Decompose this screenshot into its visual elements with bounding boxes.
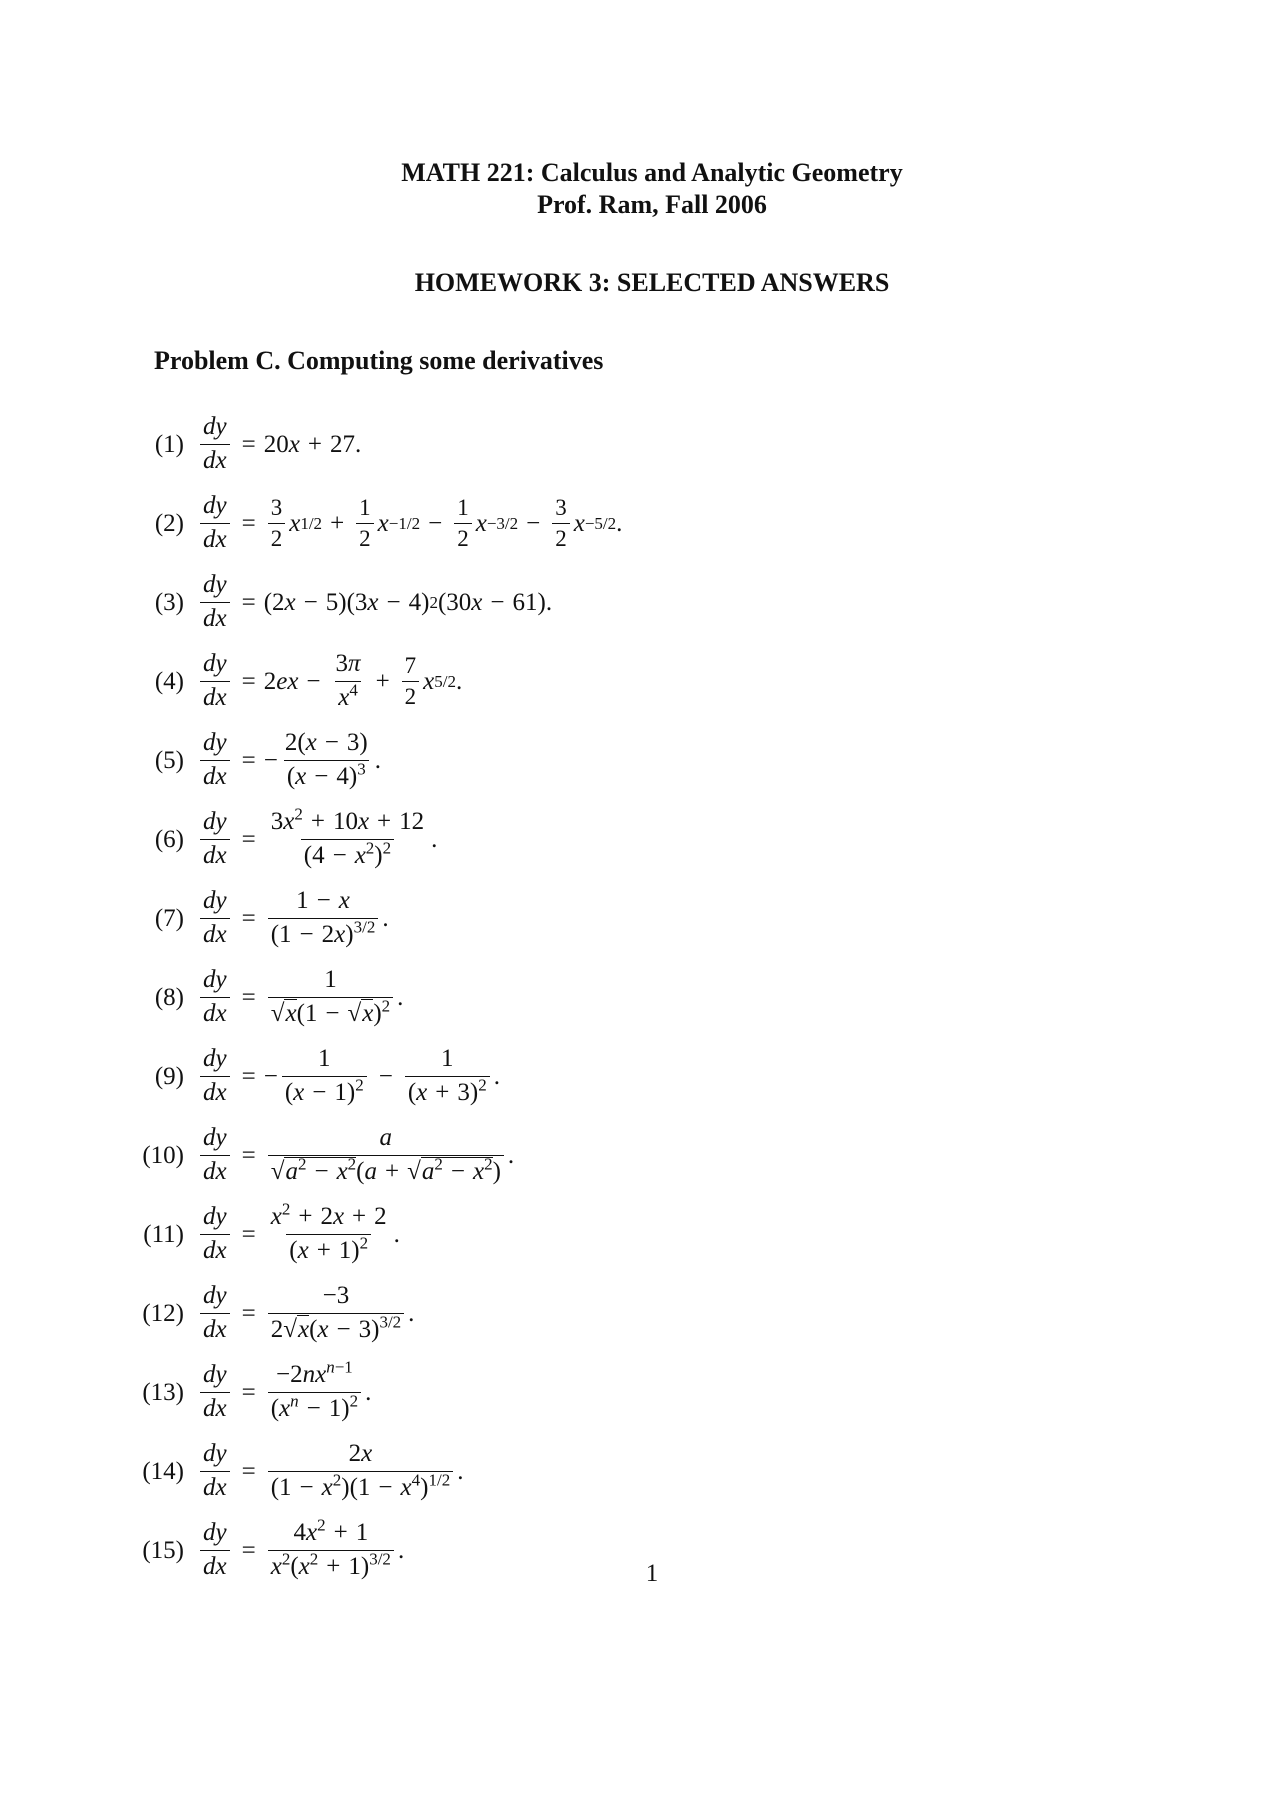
- answer-expression: = − $\frac{1}{(x - 1)^2}$ − $\frac{1}{(x + 3)^2}$ .: [241, 1045, 500, 1106]
- lhs-derivative: $\frac{dy}{dx}$: [200, 1045, 230, 1108]
- lhs-derivative: $\frac{dy}{dx}$: [200, 413, 230, 476]
- lhs-derivative: $\frac{dy}{dx}$: [200, 1282, 230, 1345]
- answer-label: (1): [154, 430, 184, 458]
- answer-expression: = (2 x − 5)(3 x − 4) 2 (30 x − 61).: [241, 588, 553, 616]
- answer-expression: = $\frac{4x^2 + 1}{x^2(x^2 + 1)^{3/2}}$ .: [241, 1515, 405, 1580]
- lhs-derivative: $\frac{dy}{dx}$: [200, 966, 230, 1029]
- answer-label: (7): [154, 904, 184, 932]
- answer-label: (11): [143, 1220, 184, 1248]
- answer-label: (4): [154, 667, 184, 695]
- answer-6: [140, 800, 1140, 879]
- lhs-derivative: $\frac{dy}{dx}$: [200, 1440, 230, 1503]
- answer-label: (3): [154, 588, 184, 616]
- answer-label: (5): [154, 746, 184, 774]
- answer-3: [140, 563, 1140, 642]
- section-heading: Problem C. Computing some derivatives: [154, 346, 604, 375]
- answer-label: (10): [142, 1141, 184, 1169]
- answer-label: (12): [142, 1299, 184, 1327]
- answer-expression: = $\frac{3}{2}$ x 1/2 + $\frac{1}{2}$ x −1/2 − $\frac{1}{2}$ x −3/2 − $\frac{3}{2}$ x −5/2 .: [241, 494, 623, 551]
- answer-expression: = 2 ex − $\frac{3\pi}{x^4}$ + $\frac{7}{2}$ x 5/2 .: [241, 650, 463, 711]
- answer-4: [140, 642, 1140, 721]
- answer-label: (9): [154, 1062, 184, 1090]
- lhs-derivative: $\frac{dy}{dx}$: [200, 492, 230, 555]
- answer-5: [140, 721, 1140, 800]
- lhs-derivative: $\frac{dy}{dx}$: [200, 650, 230, 713]
- answer-expression: = $\frac{x^2 + 2x + 2}{(x + 1)^2}$ .: [241, 1199, 400, 1264]
- page-number: 1: [645, 1560, 659, 1587]
- answer-12: [140, 1274, 1140, 1353]
- answer-label: (13): [142, 1378, 184, 1406]
- answer-expression: = − $\frac{2(x - 3)}{(x - 4)^3}$ .: [241, 729, 381, 790]
- lhs-derivative: $\frac{dy}{dx}$: [200, 571, 230, 634]
- answer-7: [140, 879, 1140, 958]
- answer-expression: = $\frac{1}{√x(1 - √x)^2}$ .: [241, 966, 404, 1027]
- answer-expression: = $\frac{2x}{(1 - x^2)(1 - x^4)^{1/2}}$ .: [241, 1440, 464, 1501]
- answer-1: [140, 405, 1140, 484]
- answer-8: [140, 958, 1140, 1037]
- answer-expression: = $\frac{1 - x}{(1 - 2x)^{3/2}}$ .: [241, 887, 389, 948]
- answer-list: [140, 405, 1140, 1590]
- answer-9: [140, 1037, 1140, 1116]
- answer-label: (2): [154, 509, 184, 537]
- answer-14: [140, 1432, 1140, 1511]
- answer-10: [140, 1116, 1140, 1195]
- lhs-derivative: $\frac{dy}{dx}$: [200, 729, 230, 792]
- instructor-line: Prof. Ram, Fall 2006: [537, 190, 767, 219]
- answer-expression: = 20 x + 27.: [241, 430, 362, 458]
- answer-13: [140, 1353, 1140, 1432]
- answer-expression: = $\frac{a}{√a^2 - x^2(a + √a^2 - x^2)}$ .: [241, 1124, 515, 1185]
- answer-expression: = $\frac{-3}{2√x(x - 3)^{3/2}}$ .: [241, 1282, 415, 1343]
- lhs-derivative: $\frac{dy}{dx}$: [200, 1361, 230, 1424]
- lhs-derivative: $\frac{dy}{dx}$: [200, 1519, 230, 1582]
- answer-label: (15): [142, 1536, 184, 1564]
- answer-11: [140, 1195, 1140, 1274]
- lhs-derivative: $\frac{dy}{dx}$: [200, 887, 230, 950]
- answer-expression: = $\frac{3x^2 + 10x + 12}{(4 - x^2)^2}$ .: [241, 804, 438, 869]
- answer-2: [140, 484, 1140, 563]
- lhs-derivative: $\frac{dy}{dx}$: [200, 1124, 230, 1187]
- answer-label: (14): [142, 1457, 184, 1485]
- answer-expression: = $\frac{-2nx^{n-1}}{(x^n - 1)^2}$ .: [241, 1357, 372, 1422]
- answer-label: (6): [154, 825, 184, 853]
- lhs-derivative: $\frac{dy}{dx}$: [200, 808, 230, 871]
- course-title: MATH 221: Calculus and Analytic Geometry: [401, 158, 903, 187]
- lhs-derivative: $\frac{dy}{dx}$: [200, 1203, 230, 1266]
- homework-title: HOMEWORK 3: SELECTED ANSWERS: [414, 268, 890, 297]
- answer-label: (8): [154, 983, 184, 1011]
